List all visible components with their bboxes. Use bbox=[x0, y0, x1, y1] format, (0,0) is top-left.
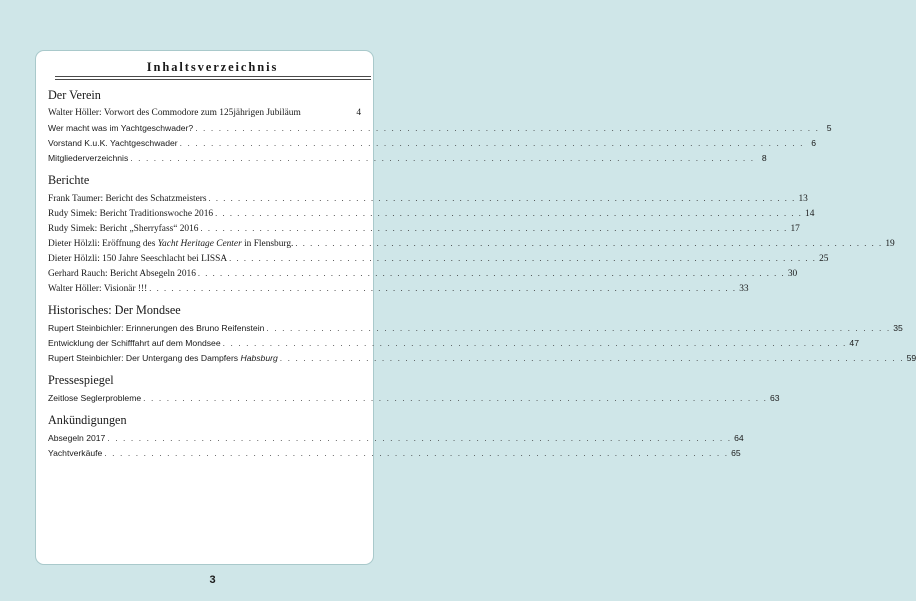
toc-entry-page: 30 bbox=[787, 269, 798, 279]
dot-leader: . . . . . . . . . . . . . . . . . . . . . . . . . . . . . . . . . . . . . . . . . . . . . . . . . . . . . . . . . . . . . . . . . . . . . . . . . . . . . . . . bbox=[208, 194, 796, 203]
dot-leader: . . . . . . . . . . . . . . . . . . . . . . . . . . . . . . . . . . . . . . . . . . . . . . . . . . . . . . . . . . . . . . . . . . . . . . . . . . . . . . . . bbox=[195, 123, 820, 133]
toc-entry-page: 35 bbox=[893, 323, 903, 333]
dot-leader: . . . . . . . . . . . . . . . . . . . . . . . . . . . . . . . . . . . . . . . . . . . . . . . . . . . . . . . . . . . . . . . . . . . . . . . . . . . . . . . . bbox=[143, 393, 768, 403]
toc-entry[interactable] bbox=[48, 321, 903, 336]
toc-entry-page: 59 bbox=[906, 353, 916, 363]
toc-entry-title: Frank Taumer: Bericht des Schatzmeisters bbox=[48, 194, 207, 204]
toc-entry-page: 64 bbox=[734, 433, 744, 443]
toc-entry-title: Vorstand K.u.K. Yachtgeschwader bbox=[48, 138, 178, 148]
toc-entry[interactable] bbox=[48, 221, 800, 236]
dot-leader: . . . . . . . . . . . . . . . . . . . . . . . . . . . . . . . . . . . . . . . . . . . . . . . . . . . . . . . . . . . . . . . . . . . . . . . . . . . . . . . . bbox=[179, 138, 804, 148]
dot-leader: . . . . . . . . . . . . . . . . . . . . . . . . . . . . . . . . . . . . . . . . . . . . . . . . . . . . . . . . . . . . . . . . . . . . . . . . . . . . . . . . bbox=[266, 323, 891, 333]
dot-leader: . . . . . . . . . . . . . . . . . . . . . . . . . . . . . . . . . . . . . . . . . . . . . . . . . . . . . . . . . . . . . . . . . . . . . . . . . . . . . . . . bbox=[130, 153, 755, 163]
toc-entry[interactable] bbox=[48, 151, 767, 166]
toc-entry[interactable] bbox=[48, 446, 741, 461]
title-underline-second bbox=[55, 79, 371, 80]
toc-entry-title: Absegeln 2017 bbox=[48, 433, 106, 443]
toc-entry[interactable] bbox=[48, 266, 798, 281]
section-heading: Pressespiegel bbox=[48, 373, 114, 387]
section-heading: Der Verein bbox=[48, 88, 101, 102]
toc-entry-title: Entwicklung der Schifffahrt auf dem Mondsee bbox=[48, 338, 221, 348]
toc-entry-title: Rudy Simek: Bericht Traditionswoche 2016 bbox=[48, 209, 214, 219]
dot-leader: . . . . . . . . . . . . . . . . . . . . . . . . . . . . . . . . . . . . . . . . . . . . . . . . . . . . . . . . . . . . . . . . . . . . . . . . . . . . . . . . bbox=[222, 338, 847, 348]
toc-entry-title: Yachtverkäufe bbox=[48, 448, 103, 458]
toc-entry-page: 14 bbox=[805, 209, 815, 219]
page-title: Inhaltsverzeichnis bbox=[146, 60, 279, 74]
toc-entry[interactable] bbox=[48, 121, 832, 136]
toc-entry-page: 17 bbox=[790, 224, 800, 234]
toc-entry-title: Walter Höller: Vorwort des Commodore zum 125jährigen Jubiläum bbox=[48, 108, 301, 118]
page-number: 3 bbox=[209, 574, 216, 586]
dot-leader: . . . . . . . . . . . . . . . . . . . . . . . . . . . . . . . . . . . . . . . . . . . . . . . . . . . . . . . . . . . . . . . . . . . . . . . . . . . . . . . . bbox=[200, 224, 788, 233]
toc-entry-page: 4 bbox=[356, 108, 361, 118]
toc-entry[interactable] bbox=[48, 191, 808, 206]
toc-entry-page: 19 bbox=[885, 239, 895, 249]
section-heading: Historisches: Der Mondsee bbox=[48, 303, 181, 317]
toc-entry[interactable] bbox=[48, 351, 916, 366]
toc-entry[interactable] bbox=[48, 281, 749, 296]
toc-entry[interactable] bbox=[48, 391, 780, 406]
dot-leader: . . . . . . . . . . . . . . . . . . . . . . . . . . . . . . . . . . . . . . . . . . . . . . . . . . . . . . . . . . . . . . . . . . . . . . . . . . . . . . . . bbox=[104, 448, 729, 458]
toc-entry-page: 13 bbox=[798, 194, 808, 204]
toc-entry-title: Zeitlose Seglerprobleme bbox=[48, 393, 142, 403]
toc-entry-page: 33 bbox=[739, 284, 749, 294]
toc-entry-title: Gerhard Rauch: Bericht Absegeln 2016 bbox=[48, 269, 196, 279]
dot-leader: . . . . . . . . . . . . . . . . . . . . . . . . . . . . . . . . . . . . . . . . . . . . . . . . . . . . . . . . . . . . . . . . . . . . . . . . . . . . . . . . bbox=[279, 353, 905, 363]
toc-entry-title: Rupert Steinbichler: Erinnerungen des Bruno Reifenstein bbox=[48, 323, 265, 333]
toc-entry-title: Wer macht was im Yachtgeschwader? bbox=[48, 123, 194, 133]
toc-entry[interactable] bbox=[48, 106, 361, 121]
toc-entry[interactable] bbox=[48, 136, 816, 151]
toc-entry-page: 47 bbox=[849, 338, 859, 348]
toc-entry[interactable] bbox=[48, 206, 815, 221]
dot-leader: . . . . . . . . . . . . . . . . . . . . . . . . . . . . . . . . . . . . . . . . . . . . . . . . . . . . . . . . . . . . . . . . . . . . . . . . . . . . . . . . bbox=[149, 284, 737, 293]
toc-entry-title: Rudy Simek: Bericht „Sherryfass“ 2016 bbox=[48, 224, 199, 234]
dot-leader: . . . . . . . . . . . . . . . . . . . . . . . . . . . . . . . . . . . . . . . . . . . . . . . . . . . . . . . . . . . . . . . . . . . . . . . . . . . . . . . . bbox=[107, 433, 732, 443]
toc-entry-title: Mitgliederverzeichnis bbox=[48, 153, 129, 163]
toc-entry[interactable] bbox=[48, 251, 829, 266]
section-heading: Ankündigungen bbox=[48, 413, 127, 427]
toc-entry-page: 65 bbox=[731, 448, 741, 458]
dot-leader: . . . . . . . . . . . . . . . . . . . . . . . . . . . . . . . . . . . . . . . . . . . . . . . . . . . . . . . . . . . . . . . . . . . . . . . . . . . . . . . . bbox=[197, 269, 786, 278]
toc-entry-title: Dieter Hölzli: 150 Jahre Seeschlacht bei LISSA bbox=[48, 254, 228, 264]
toc-entry-page: 63 bbox=[769, 393, 780, 403]
title-underline bbox=[55, 76, 371, 77]
toc-entry-title: Walter Höller: Visionär !!! bbox=[48, 284, 148, 294]
toc-entry[interactable] bbox=[48, 236, 895, 251]
toc-entry[interactable] bbox=[48, 431, 744, 446]
toc-entry-page: 8 bbox=[761, 153, 767, 163]
toc-entry[interactable] bbox=[48, 336, 859, 351]
table-of-contents bbox=[48, 81, 916, 461]
toc-entry-page: 25 bbox=[819, 254, 829, 264]
dot-leader: . . . . . . . . . . . . . . . . . . . . . . . . . . . . . . . . . . . . . . . . . . . . . . . . . . . . . . . . . . . . . . . . . . . . . . . . . . . . . . . . bbox=[229, 254, 817, 263]
toc-entry-page: 6 bbox=[811, 138, 816, 148]
dot-leader: . . . . . . . . . . . . . . . . . . . . . . . . . . . . . . . . . . . . . . . . . . . . . . . . . . . . . . . . . . . . . . . . . . . . . . . . . . . . . . . . bbox=[295, 239, 883, 248]
dot-leader: . . . . . . . . . . . . . . . . . . . . . . . . . . . . . . . . . . . . . . . . . . . . . . . . . . . . . . . . . . . . . . . . . . . . . . . . . . . . . . . . bbox=[215, 209, 803, 218]
section-heading: Berichte bbox=[48, 173, 90, 187]
toc-entry-title: Dieter Hölzli: Eröffnung des Yacht Heritage Center in Flensburg. bbox=[48, 239, 294, 249]
toc-entry-title: Rupert Steinbichler: Der Untergang des Dampfers Habsburg bbox=[48, 353, 278, 363]
toc-entry-page: 5 bbox=[826, 123, 832, 133]
